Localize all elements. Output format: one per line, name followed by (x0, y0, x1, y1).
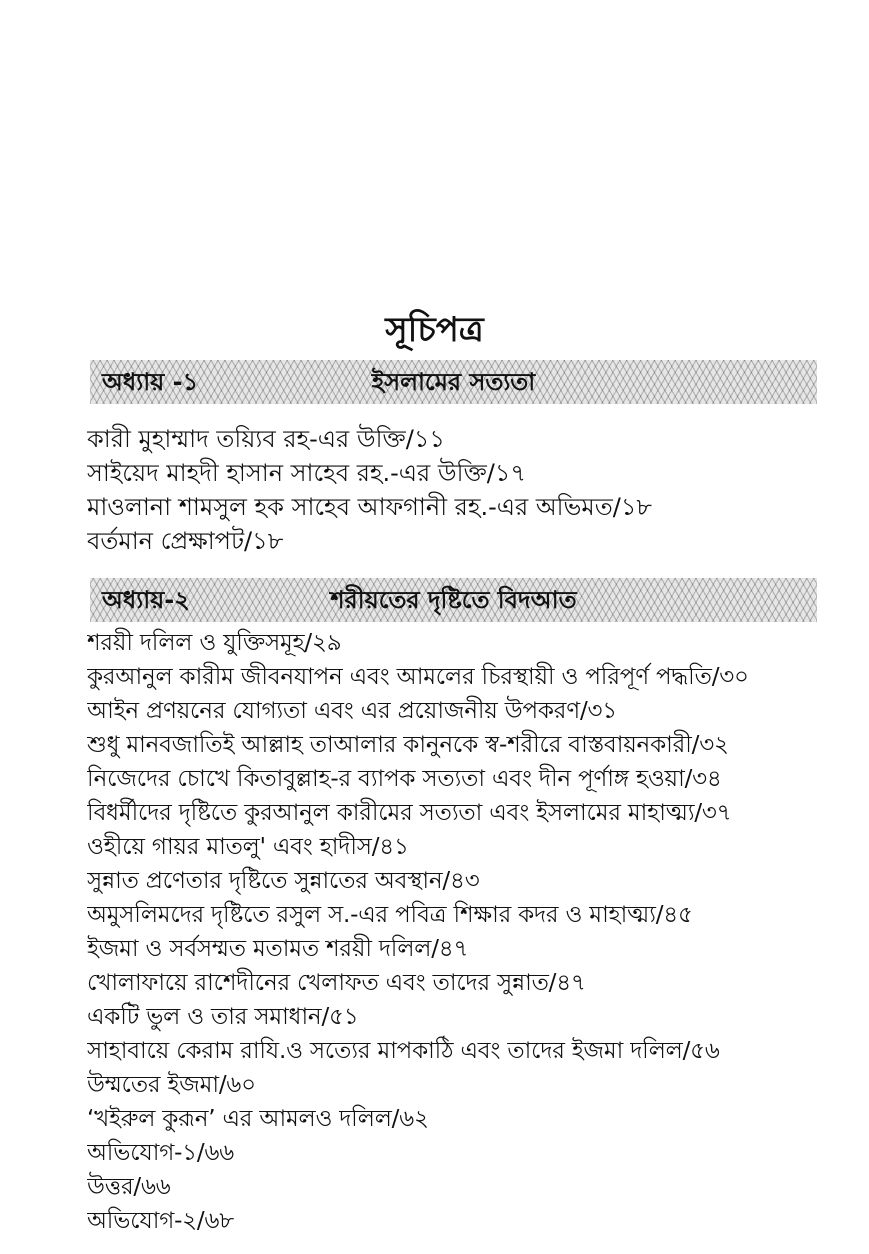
toc-entry: কারী মুহাম্মাদ তয়্যিব রহ-এর উক্তি/১১ (87, 425, 445, 453)
chapter-2-entries (87, 626, 832, 1238)
chapter-1-entries (87, 422, 832, 558)
chapter-2-header (90, 578, 817, 622)
chapter-2-label: অধ্যায়-২ (102, 586, 190, 614)
toc-entry: সাহাবায়ে কেরাম রাযি.ও সত্যের মাপকাঠি এবং তাদের ইজমা দলিল/৫৬ (87, 1038, 720, 1064)
toc-entry: বর্তমান প্রেক্ষাপট/১৮ (87, 527, 284, 555)
chapter-1-title: ইসলামের সত্যতা (371, 368, 536, 396)
toc-entry: একটি ভুল ও তার সমাধান/৫১ (87, 1004, 359, 1030)
chapter-2-title: শরীয়তের দৃষ্টিতে বিদআত (330, 586, 577, 614)
toc-entry: অমুসলিমদের দৃষ্টিতে রসুল স.-এর পবিত্র শিক্ষার কদর ও মাহাত্ম্য/৪৫ (87, 902, 693, 928)
toc-entry: নিজেদের চোখে কিতাবুল্লাহ-র ব্যাপক সত্যতা এবং দীন পূর্ণাঙ্গ হওয়া/৩৪ (87, 766, 722, 792)
toc-entry: উত্তর/৬৬ (87, 1174, 171, 1200)
toc-entry: শরয়ী দলিল ও যুক্তিসমূহ/২৯ (87, 630, 342, 656)
toc-entry: ইজমা ও সর্বসম্মত মতামত শরয়ী দলিল/৪৭ (87, 936, 469, 962)
chapter-1-header (90, 360, 817, 404)
toc-entry: ওহীয়ে গায়র মাতলু' এবং হাদীস/৪১ (87, 834, 409, 860)
page-title: সূচিপত্র (385, 310, 484, 350)
toc-entry: মাওলানা শামসুল হক সাহেব আফগানী রহ.-এর অভিমত/১৮ (87, 493, 652, 521)
chapter-1-label: অধ্যায় -১ (102, 368, 199, 396)
toc-entry: খোলাফায়ে রাশেদীনের খেলাফত এবং তাদের সুন্নাত/৪৭ (87, 970, 586, 996)
toc-entry: বিধর্মীদের দৃষ্টিতে কুরআনুল কারীমের সত্যতা এবং ইসলামের মাহাত্ম্য/৩৭ (87, 800, 732, 826)
toc-entry: আইন প্রণয়নের যোগ্যতা এবং এর প্রয়োজনীয় উপকরণ/৩১ (87, 698, 617, 724)
toc-entry: শুধু মানবজাতিই আল্লাহ তাআলার কানুনকে স্ব-শরীরে বাস্তবায়নকারী/৩২ (87, 732, 729, 758)
toc-entry: সুন্নাত প্রণেতার দৃষ্টিতে সুন্নাতের অবস্থান/৪৩ (87, 868, 480, 894)
toc-entry: সাইয়েদ মাহদী হাসান সাহেব রহ.-এর উক্তি/১৭ (87, 459, 527, 487)
toc-entry: ‘খইরুল কুরূন’ এর আমলও দলিল/৬২ (87, 1106, 429, 1132)
toc-entry: অভিযোগ-২/৬৮ (87, 1208, 234, 1234)
toc-entry: কুরআনুল কারীম জীবনযাপন এবং আমলের চিরস্থায়ী ও পরিপূর্ণ পদ্ধতি/৩০ (87, 664, 749, 690)
toc-entry: উম্মতের ইজমা/৬০ (87, 1072, 256, 1098)
toc-entry: অভিযোগ-১/৬৬ (87, 1140, 234, 1166)
